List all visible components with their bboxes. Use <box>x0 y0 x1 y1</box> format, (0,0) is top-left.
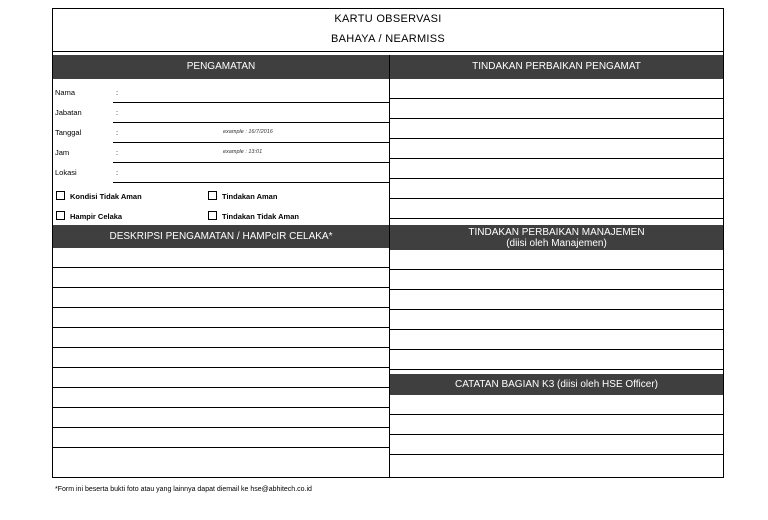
description-line[interactable] <box>53 308 389 328</box>
checkbox-icon[interactable] <box>208 211 217 220</box>
field-jabatan[interactable] <box>53 103 389 123</box>
field-tanggal[interactable] <box>53 123 389 143</box>
management-header-line2: (diisi oleh Manajemen) <box>506 238 607 249</box>
observer-action-line[interactable] <box>390 199 723 219</box>
checkbox-label: Hampir Celaka <box>70 212 123 221</box>
right-column <box>390 55 723 477</box>
description-line[interactable] <box>53 268 389 288</box>
hse-notes-line[interactable] <box>390 415 723 435</box>
description-line[interactable] <box>53 368 389 388</box>
observer-action-header: TINDAKAN PERBAIKAN PENGAMAT <box>390 55 723 79</box>
description-line[interactable] <box>53 328 389 348</box>
description-line[interactable] <box>53 348 389 368</box>
card-title-line1: KARTU OBSERVASI <box>334 13 442 25</box>
field-colon: : <box>116 108 119 117</box>
description-line[interactable] <box>53 248 389 268</box>
field-label: Jabatan <box>55 108 82 117</box>
field-colon: : <box>116 168 119 177</box>
field-example: example : 13:01 <box>223 149 263 155</box>
observer-action-line[interactable] <box>390 179 723 199</box>
hse-notes-line[interactable] <box>390 435 723 455</box>
field-colon: : <box>116 88 119 97</box>
field-label: Jam <box>55 148 70 157</box>
description-line[interactable] <box>53 288 389 308</box>
management-header-line1: TINDAKAN PERBAIKAN MANAJEMEN <box>468 227 645 238</box>
description-header: DESKRIPSI PENGAMATAN / HAMPcIR CELAKA* <box>53 225 389 248</box>
checkbox-kondisi-tidak-aman[interactable] <box>56 191 142 201</box>
management-action-header <box>390 225 723 250</box>
observer-action-line[interactable] <box>390 79 723 99</box>
checkbox-tindakan-aman[interactable] <box>208 191 277 201</box>
observer-action-line[interactable] <box>390 159 723 179</box>
management-action-line[interactable] <box>390 350 723 370</box>
management-action-line[interactable] <box>390 250 723 270</box>
footer-note: *Form ini beserta bukti foto atau yang lainnya dapat diemail ke hse@abhitech.co.id <box>55 486 312 493</box>
left-column <box>53 55 390 477</box>
hse-notes-header: CATATAN BAGIAN K3 (diisi oleh HSE Officer) <box>390 374 723 395</box>
field-jam[interactable] <box>53 143 389 163</box>
checkbox-icon[interactable] <box>56 191 65 200</box>
field-label: Tanggal <box>55 128 82 137</box>
field-example: example : 16/7/2016 <box>223 129 273 135</box>
field-colon: : <box>116 148 119 157</box>
description-line[interactable] <box>53 408 389 428</box>
checkbox-icon[interactable] <box>56 211 65 220</box>
field-colon: : <box>116 128 119 137</box>
management-action-line[interactable] <box>390 310 723 330</box>
field-label: Lokasi <box>55 168 77 177</box>
description-line[interactable] <box>53 388 389 408</box>
management-action-line[interactable] <box>390 270 723 290</box>
hse-notes-line[interactable] <box>390 395 723 415</box>
field-lokasi[interactable] <box>53 163 389 183</box>
observation-card <box>52 8 724 478</box>
observer-action-line[interactable] <box>390 99 723 119</box>
observer-action-line[interactable] <box>390 139 723 159</box>
hse-notes-line[interactable] <box>390 455 723 475</box>
checkbox-label: Tindakan Aman <box>222 192 278 201</box>
card-title <box>53 9 723 52</box>
field-label: Nama <box>55 88 76 97</box>
observation-header: PENGAMATAN <box>53 55 389 79</box>
description-line[interactable] <box>53 428 389 448</box>
field-nama[interactable] <box>53 83 389 103</box>
checkbox-icon[interactable] <box>208 191 217 200</box>
checkbox-hampir-celaka[interactable] <box>56 211 122 221</box>
field-line <box>113 182 389 183</box>
management-action-line[interactable] <box>390 330 723 350</box>
checkbox-label: Kondisi Tidak Aman <box>70 192 142 201</box>
management-action-line[interactable] <box>390 290 723 310</box>
description-line[interactable] <box>53 448 389 468</box>
checkbox-tindakan-tidak-aman[interactable] <box>208 211 299 221</box>
card-title-line2: BAHAYA / NEARMISS <box>330 33 446 45</box>
observer-action-line[interactable] <box>390 119 723 139</box>
checkbox-label: Tindakan Tidak Aman <box>222 212 299 221</box>
